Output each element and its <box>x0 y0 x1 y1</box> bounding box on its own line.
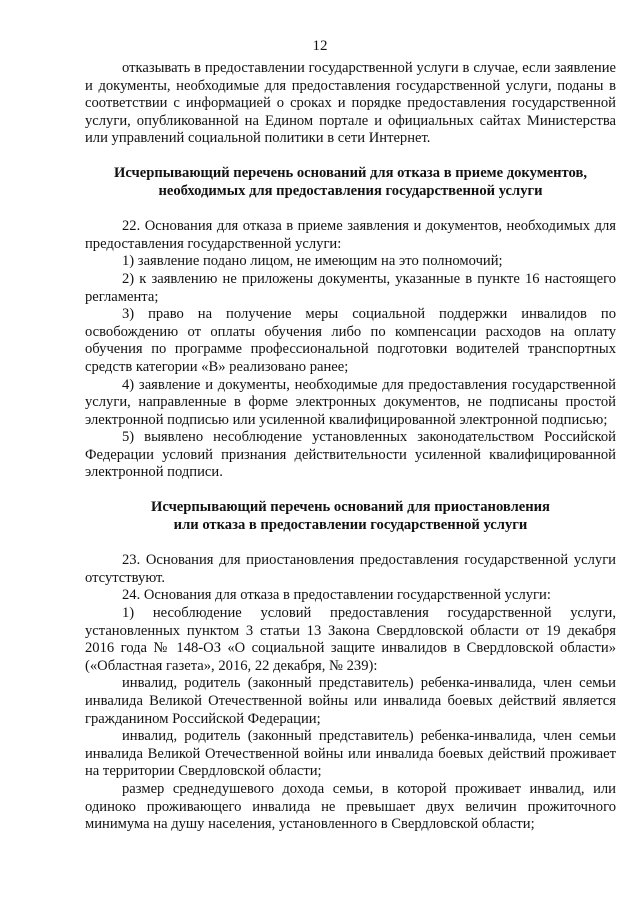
heading-line: Исчерпывающий перечень оснований для отказа в приеме документов, <box>114 164 587 181</box>
paragraph-22: 22. Основания для отказа в приеме заявления и документов, необходимых для предоставления государственной услуги: <box>85 218 616 252</box>
sub-condition-citizenship: инвалид, родитель (законный представитель) ребенка-инвалида, член семьи инвалида Великой Отечественной войны или инвалида боевых действий является гражданином Российской Федерации; <box>85 675 616 727</box>
heading-line: или отказа в предоставлении государственной услуги <box>173 516 528 533</box>
sub-condition-residence: инвалид, родитель (законный представитель) ребенка-инвалида, член семьи инвалида Великой Отечественной войны или инвалида боевых действий проживает на территории Свердловской области; <box>85 728 616 780</box>
page-number: 12 <box>312 38 328 54</box>
heading-line: необходимых для предоставления государственной услуги <box>158 182 543 199</box>
list-item-2: 2) к заявлению не приложены документы, указанные в пункте 16 настоящего регламента; <box>85 270 616 305</box>
continuation-paragraph: отказывать в предоставлении государственной услуги в случае, если заявление и документы, необходимые для предоставления государственной услуги, поданы в соответствии с информацией о сроках и порядке предоставления государственной услуги, опубликованной на Едином портале и официальных сайтах Министерства или управлений социальной политики в сети Интернет. <box>85 60 616 147</box>
page-content <box>85 60 616 834</box>
list-item-5: 5) выявлено несоблюдение установленных законодательством Российской Федерации условий признания действительности усиленной квалифицированной электронной подписи. <box>85 429 616 481</box>
paragraph-24: 24. Основания для отказа в предоставлении государственной услуги: <box>122 587 551 604</box>
list-item-4: 4) заявление и документы, необходимые для предоставления государственной услуги, направленные в форме электронных документов, не подписаны простой электронной подписью или усиленной квалифицированной электронной подписью; <box>85 376 616 428</box>
paragraph-23: 23. Основания для приостановления предоставления государственной услуги отсутствуют. <box>85 552 616 586</box>
sub-condition-income: размер среднедушевого дохода семьи, в которой проживает инвалид, или одиноко проживающего инвалида не превышает двух величин прожиточного минимума на душу населения, установленного в Свердловской области; <box>85 780 616 833</box>
list-item-1: 1) несоблюдение условий предоставления государственной услуги, установленных пунктом 3 статьи 13 Закона Свердловской области от 19 декабря 2016 года № 148-ОЗ «О социальной защите инвалидов в Свердловской области» («Областная газета», 2016, 22 декабря, № 239): <box>85 605 616 674</box>
section-heading-suspension-refusal <box>85 499 616 534</box>
section-heading-refusal-documents <box>85 165 616 200</box>
list-item-1: 1) заявление подано лицом, не имеющим на это полномочий; <box>122 253 503 270</box>
list-item-3: 3) право на получение меры социальной поддержки инвалидов по освобождению от оплаты обучения либо по компенсации расходов на оплату обучения по программе профессиональной подготовки водителей транспортных средств категории «В» реализовано ранее; <box>85 306 616 375</box>
heading-line: Исчерпывающий перечень оснований для приостановления <box>151 499 550 516</box>
